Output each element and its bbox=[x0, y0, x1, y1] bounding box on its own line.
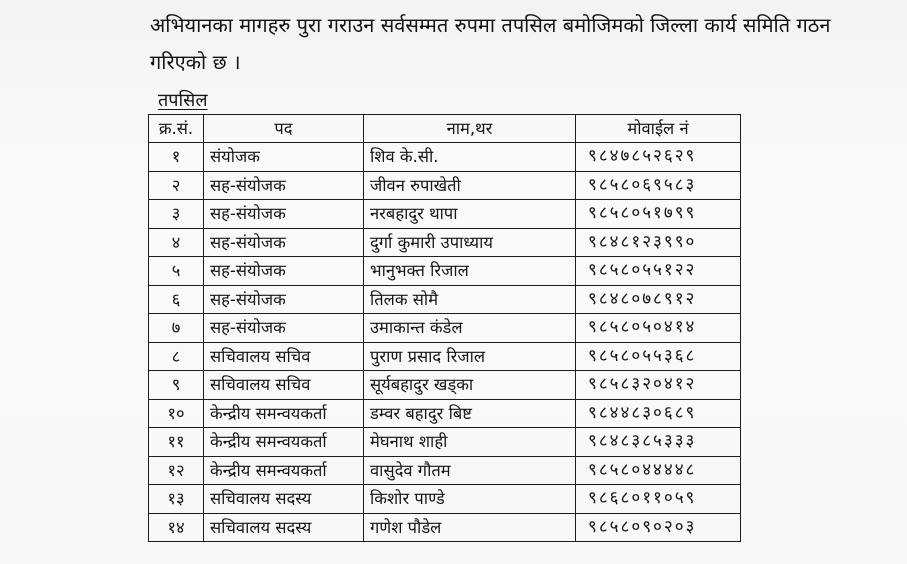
cell-position: केन्द्रीय समन्वयकर्ता bbox=[204, 399, 364, 428]
cell-serial: १ bbox=[149, 143, 204, 172]
cell-name: गणेश पौडेल bbox=[364, 513, 576, 542]
table-row bbox=[149, 428, 741, 457]
cell-serial: १३ bbox=[149, 485, 204, 514]
table-row bbox=[149, 513, 741, 542]
cell-mobile: ९८६८०११०५९ bbox=[576, 485, 741, 514]
cell-position: सह-संयोजक bbox=[204, 171, 364, 200]
header-name: नाम,थर bbox=[364, 115, 576, 143]
table-row bbox=[149, 485, 741, 514]
cell-serial: १२ bbox=[149, 456, 204, 485]
table-row bbox=[149, 456, 741, 485]
cell-mobile: ९८५८०५०४१४ bbox=[576, 314, 741, 343]
cell-serial: १० bbox=[149, 399, 204, 428]
cell-name: मेघनाथ शाही bbox=[364, 428, 576, 457]
table-row bbox=[149, 314, 741, 343]
cell-mobile: ९८५८०४४४४८ bbox=[576, 456, 741, 485]
cell-position: सह-संयोजक bbox=[204, 257, 364, 286]
table-row bbox=[149, 399, 741, 428]
cell-mobile: ९८५८०५१७९९ bbox=[576, 200, 741, 229]
cell-position: संयोजक bbox=[204, 143, 364, 172]
cell-mobile: ९८५८०६९५८३ bbox=[576, 171, 741, 200]
table-row bbox=[149, 285, 741, 314]
cell-position: सचिवालय सदस्य bbox=[204, 485, 364, 514]
intro-line-2: गरिएको छ । bbox=[150, 50, 241, 74]
cell-mobile: ९८४७८५२६२९ bbox=[576, 143, 741, 172]
cell-serial: २ bbox=[149, 171, 204, 200]
header-position: पद bbox=[204, 115, 364, 143]
committee-table bbox=[148, 114, 741, 542]
table-row bbox=[149, 342, 741, 371]
table-row bbox=[149, 171, 741, 200]
cell-mobile: ९८४८१२३९९० bbox=[576, 228, 741, 257]
cell-position: सह-संयोजक bbox=[204, 314, 364, 343]
cell-mobile: ९८५८०५५१२२ bbox=[576, 257, 741, 286]
cell-name: दुर्गा कुमारी उपाध्याय bbox=[364, 228, 576, 257]
cell-serial: ५ bbox=[149, 257, 204, 286]
cell-position: सचिवालय सचिव bbox=[204, 342, 364, 371]
cell-serial: १४ bbox=[149, 513, 204, 542]
cell-name: वासुदेव गौतम bbox=[364, 456, 576, 485]
table-body bbox=[149, 143, 741, 542]
cell-mobile: ९८४८३८५३३३ bbox=[576, 428, 741, 457]
table-row bbox=[149, 257, 741, 286]
cell-serial: ९ bbox=[149, 371, 204, 400]
section-heading: तपसिल bbox=[158, 90, 208, 111]
cell-serial: ११ bbox=[149, 428, 204, 457]
intro-paragraph bbox=[150, 7, 850, 81]
table-row bbox=[149, 228, 741, 257]
cell-name: डम्वर बहादुर बिष्ट bbox=[364, 399, 576, 428]
cell-mobile: ९८४८०७८९१२ bbox=[576, 285, 741, 314]
header-serial: क्र.सं. bbox=[149, 115, 204, 143]
cell-name: तिलक सोमै bbox=[364, 285, 576, 314]
cell-name: शिव के.सी. bbox=[364, 143, 576, 172]
cell-serial: ८ bbox=[149, 342, 204, 371]
header-mobile: मोवाईल नं bbox=[576, 115, 741, 143]
cell-position: केन्द्रीय समन्वयकर्ता bbox=[204, 456, 364, 485]
cell-position: सह-संयोजक bbox=[204, 285, 364, 314]
cell-name: जीवन रुपाखेती bbox=[364, 171, 576, 200]
cell-position: सचिवालय सचिव bbox=[204, 371, 364, 400]
cell-serial: ४ bbox=[149, 228, 204, 257]
intro-line-1: अभियानका मागहरु पुरा गराउन सर्वसम्मत रुपमा तपसिल बमोजिमको जिल्ला कार्य समिति गठन bbox=[150, 13, 831, 37]
cell-position: सह-संयोजक bbox=[204, 228, 364, 257]
table-header-row bbox=[149, 115, 741, 143]
cell-position: सह-संयोजक bbox=[204, 200, 364, 229]
cell-name: भानुभक्त रिजाल bbox=[364, 257, 576, 286]
cell-name: उमाकान्त कंडेल bbox=[364, 314, 576, 343]
cell-mobile: ९८५८०५५३६८ bbox=[576, 342, 741, 371]
cell-mobile: ९८५८०९०२०३ bbox=[576, 513, 741, 542]
cell-name: नरबहादुर थापा bbox=[364, 200, 576, 229]
cell-mobile: ९८४४८३०६८९ bbox=[576, 399, 741, 428]
cell-serial: ३ bbox=[149, 200, 204, 229]
table-row bbox=[149, 200, 741, 229]
table-row bbox=[149, 143, 741, 172]
cell-position: केन्द्रीय समन्वयकर्ता bbox=[204, 428, 364, 457]
table-row bbox=[149, 371, 741, 400]
cell-name: सूर्यबहादुर खड्का bbox=[364, 371, 576, 400]
cell-serial: ७ bbox=[149, 314, 204, 343]
cell-name: पुराण प्रसाद रिजाल bbox=[364, 342, 576, 371]
cell-name: किशोर पाण्डे bbox=[364, 485, 576, 514]
cell-mobile: ९८५८३२०४१२ bbox=[576, 371, 741, 400]
cell-serial: ६ bbox=[149, 285, 204, 314]
cell-position: सचिवालय सदस्य bbox=[204, 513, 364, 542]
